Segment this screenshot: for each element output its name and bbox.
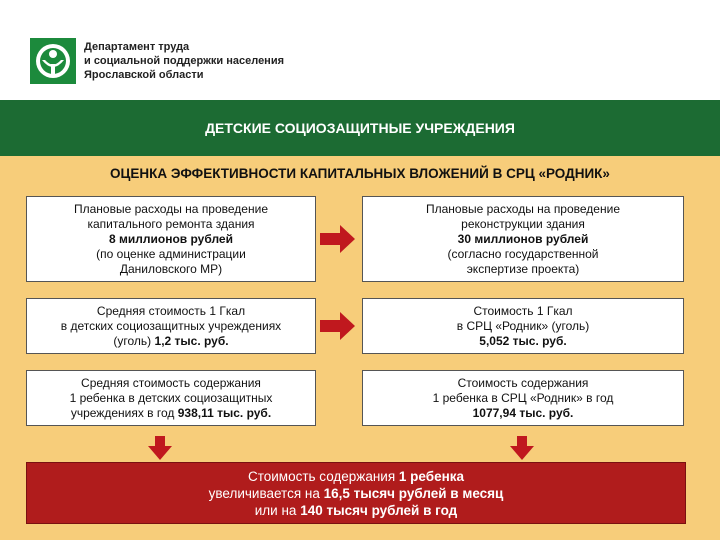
page-subtitle: ОЦЕНКА ЭФФЕКТИВНОСТИ КАПИТАЛЬНЫХ ВЛОЖЕНИЙ В СРЦ «РОДНИК»: [110, 166, 610, 181]
box-text-line: (по оценке администрации: [96, 246, 246, 261]
content-area: [0, 156, 720, 540]
box-text-line: в детских социозащитных учреждениях: [60, 318, 282, 333]
box-rodnik-gcal-cost: [362, 298, 684, 354]
page-title: ДЕТСКИЕ СОЦИОЗАЩИТНЫЕ УЧРЕЖДЕНИЯ: [205, 120, 515, 136]
box-text-line: капитального ремонта здания: [87, 216, 255, 231]
arrow-right-icon: [320, 311, 356, 341]
arrow-down-icon: [148, 436, 172, 460]
box-avg-child-cost: [26, 370, 316, 426]
org-name-line3: Ярославской области: [84, 69, 204, 81]
box-capital-repair: [26, 196, 316, 282]
box-text-line: (согласно государственной: [447, 246, 599, 261]
box-text-line: Средняя стоимость 1 Гкал: [96, 303, 246, 318]
box-value: 938,11 тыс. руб.: [177, 405, 272, 420]
box-text-line: экспертизе проекта): [466, 261, 580, 276]
box-text-line: Даниловского МР): [119, 261, 223, 276]
box-value: 1077,94 тыс. руб.: [472, 405, 574, 420]
result-text-part: увеличивается на: [208, 485, 324, 501]
box-text-line: Стоимость 1 Гкал: [473, 303, 573, 318]
box-text-part: учреждениях в год: [70, 405, 178, 420]
box-text-line: в СРЦ «Родник» (уголь): [456, 318, 590, 333]
arrow-right-icon: [320, 224, 356, 254]
box-text-line: Плановые расходы на проведение: [73, 201, 268, 216]
box-value: 8 миллионов рублей: [109, 231, 233, 246]
box-reconstruction: [362, 196, 684, 282]
result-value: 1 ребенка: [398, 468, 465, 484]
result-value: 140 тысяч рублей в год: [300, 502, 458, 518]
box-text-line: Стоимость содержания: [457, 375, 589, 390]
box-text-line: Средняя стоимость содержания: [81, 375, 261, 390]
box-text-line: 1 ребенка в СРЦ «Родник» в год: [432, 390, 614, 405]
box-text-part: (уголь): [113, 333, 155, 348]
box-text-line: 1 ребенка в детских социозащитных: [69, 390, 273, 405]
org-name-line2: и социальной поддержки населения: [84, 55, 285, 67]
box-rodnik-child-cost: [362, 370, 684, 426]
header: [0, 0, 720, 100]
box-value: 5,052 тыс. руб.: [479, 333, 567, 348]
org-name-line1: Департамент труда: [84, 41, 190, 53]
result-value: 16,5 тысяч рублей в месяц: [323, 485, 504, 501]
title-bar: [0, 100, 720, 156]
result-text-part: Стоимость содержания: [247, 468, 399, 484]
organization-name: [84, 40, 284, 82]
result-text-part: или на: [254, 502, 301, 518]
sun-figure-logo-icon: [30, 38, 76, 84]
box-text-line: Плановые расходы на проведение: [425, 201, 620, 216]
box-avg-gcal-cost: [26, 298, 316, 354]
box-text-line: реконструкции здания: [461, 216, 585, 231]
box-value: 1,2 тыс. руб.: [154, 333, 229, 348]
arrow-down-icon: [510, 436, 534, 460]
box-value: 30 миллионов рублей: [457, 231, 589, 246]
result-box: [26, 462, 686, 524]
